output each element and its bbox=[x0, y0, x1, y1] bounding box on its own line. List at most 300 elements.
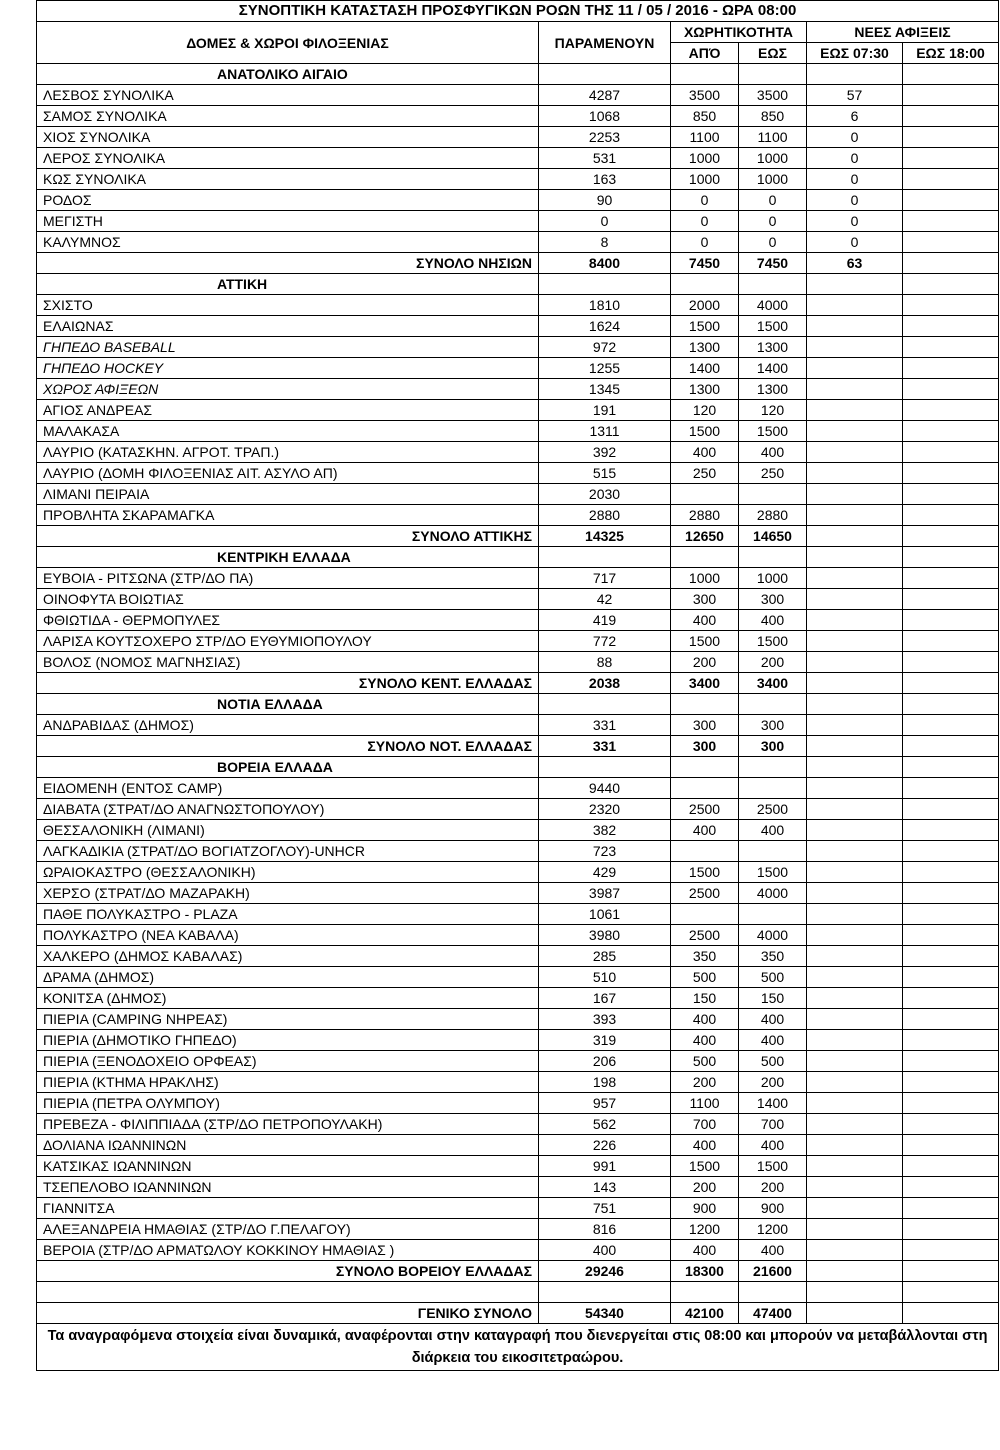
cell-arrivals-0730 bbox=[807, 358, 903, 379]
cell-arrivals-1800 bbox=[903, 988, 999, 1009]
facility-name: ΠΡΟΒΛΗΤΑ ΣΚΑΡΑΜΑΓΚΑ bbox=[37, 505, 539, 526]
subtotal-capacity-from: 3400 bbox=[671, 673, 739, 694]
cell-arrivals-0730 bbox=[807, 1093, 903, 1114]
cell-arrivals-1800 bbox=[903, 841, 999, 862]
cell-remaining: 206 bbox=[539, 1051, 671, 1072]
facility-name: ΛΑΥΡΙΟ (ΔΟΜΗ ΦΙΛΟΞΕΝΙΑΣ ΑΙΤ. ΑΣΥΛΟ ΑΠ) bbox=[37, 463, 539, 484]
empty-cell bbox=[739, 694, 807, 715]
cell-capacity-to: 3500 bbox=[739, 85, 807, 106]
cell-remaining: 400 bbox=[539, 1240, 671, 1261]
cell-remaining: 393 bbox=[539, 1009, 671, 1030]
cell-capacity-from: 2500 bbox=[671, 799, 739, 820]
cell-capacity-from: 1300 bbox=[671, 337, 739, 358]
subtotal-capacity-from: 7450 bbox=[671, 253, 739, 274]
cell-arrivals-1800 bbox=[903, 904, 999, 925]
cell-arrivals-0730 bbox=[807, 379, 903, 400]
table-row bbox=[37, 1198, 999, 1219]
cell-arrivals-1800 bbox=[903, 232, 999, 253]
cell-capacity-from: 1300 bbox=[671, 379, 739, 400]
cell-arrivals-0730 bbox=[807, 652, 903, 673]
header-row-1 bbox=[37, 22, 999, 43]
table-row bbox=[37, 799, 999, 820]
cell-arrivals-1800 bbox=[903, 778, 999, 799]
cell-arrivals-1800 bbox=[903, 1009, 999, 1030]
table-row bbox=[37, 610, 999, 631]
cell-capacity-to: 250 bbox=[739, 463, 807, 484]
empty-cell bbox=[807, 274, 903, 295]
empty-cell bbox=[671, 694, 739, 715]
region-heading: ΝΟΤΙΑ ΕΛΛΑΔΑ bbox=[37, 694, 539, 715]
cell-remaining: 1345 bbox=[539, 379, 671, 400]
cell-capacity-to: 300 bbox=[739, 589, 807, 610]
cell-capacity-to: 1300 bbox=[739, 379, 807, 400]
region-heading: ΑΝΑΤΟΛΙΚΟ ΑΙΓΑΙΟ bbox=[37, 64, 539, 85]
region-row bbox=[37, 547, 999, 568]
empty-cell bbox=[903, 274, 999, 295]
cell-arrivals-0730: 0 bbox=[807, 148, 903, 169]
table-row bbox=[37, 1030, 999, 1051]
cell-capacity-from bbox=[671, 904, 739, 925]
facility-name: ΑΛΕΞΑΝΔΡΕΙΑ ΗΜΑΘΙΑΣ (ΣΤΡ/ΔΟ Γ.ΠΕΛΑΓΟΥ) bbox=[37, 1219, 539, 1240]
cell-capacity-to bbox=[739, 778, 807, 799]
cell-capacity-to bbox=[739, 841, 807, 862]
cell-capacity-to: 4000 bbox=[739, 925, 807, 946]
region-row bbox=[37, 64, 999, 85]
table-row bbox=[37, 295, 999, 316]
cell-arrivals-0730 bbox=[807, 1114, 903, 1135]
header-remaining: ΠΑΡΑΜΕΝΟΥΝ bbox=[539, 22, 671, 64]
table-row bbox=[37, 211, 999, 232]
cell-remaining: 2030 bbox=[539, 484, 671, 505]
subtotal-label: ΣΥΝΟΛΟ ΝΗΣΙΩΝ bbox=[37, 253, 539, 274]
cell-remaining: 285 bbox=[539, 946, 671, 967]
cell-capacity-to: 1500 bbox=[739, 862, 807, 883]
cell-capacity-to: 1400 bbox=[739, 358, 807, 379]
empty-cell bbox=[671, 547, 739, 568]
subtotal-row bbox=[37, 736, 999, 757]
cell-capacity-from: 1500 bbox=[671, 316, 739, 337]
cell-capacity-from: 500 bbox=[671, 967, 739, 988]
cell-capacity-to: 200 bbox=[739, 1072, 807, 1093]
cell-capacity-to: 400 bbox=[739, 442, 807, 463]
facility-name: ΩΡΑΙΟΚΑΣΤΡΟ (ΘΕΣΣΑΛΟΝΙΚΗ) bbox=[37, 862, 539, 883]
cell-remaining: 319 bbox=[539, 1030, 671, 1051]
empty-cell bbox=[539, 64, 671, 85]
cell-arrivals-0730 bbox=[807, 505, 903, 526]
facility-name: ΕΥΒΟΙΑ - ΡΙΤΣΩΝΑ (ΣΤΡ/ΔΟ ΠΑ) bbox=[37, 568, 539, 589]
cell-arrivals-1800 bbox=[903, 1219, 999, 1240]
cell-capacity-to: 150 bbox=[739, 988, 807, 1009]
cell-capacity-from: 900 bbox=[671, 1198, 739, 1219]
table-row bbox=[37, 1156, 999, 1177]
cell-capacity-to: 1000 bbox=[739, 568, 807, 589]
cell-arrivals-0730 bbox=[807, 1240, 903, 1261]
facility-name: ΚΑΤΣΙΚΑΣ ΙΩΑΝΝΙΝΩΝ bbox=[37, 1156, 539, 1177]
facility-name: ΕΙΔΟΜΕΝΗ (ΕΝΤΟΣ CAMP) bbox=[37, 778, 539, 799]
empty-cell bbox=[739, 757, 807, 778]
cell-capacity-from: 2500 bbox=[671, 925, 739, 946]
cell-capacity-to: 900 bbox=[739, 1198, 807, 1219]
empty-cell bbox=[539, 547, 671, 568]
cell-arrivals-1800 bbox=[903, 925, 999, 946]
empty-cell bbox=[807, 64, 903, 85]
empty-cell bbox=[903, 1282, 999, 1303]
cell-arrivals-1800 bbox=[903, 1051, 999, 1072]
table-row bbox=[37, 883, 999, 904]
cell-capacity-to: 200 bbox=[739, 1177, 807, 1198]
grand-total-arrivals-0730 bbox=[807, 1303, 903, 1324]
cell-capacity-from: 200 bbox=[671, 1177, 739, 1198]
facility-name: ΧΙΟΣ ΣΥΝΟΛΙΚΑ bbox=[37, 127, 539, 148]
cell-arrivals-1800 bbox=[903, 316, 999, 337]
grand-total-label: ΓΕΝΙΚΟ ΣΥΝΟΛΟ bbox=[37, 1303, 539, 1324]
cell-arrivals-1800 bbox=[903, 211, 999, 232]
cell-arrivals-1800 bbox=[903, 1198, 999, 1219]
empty-cell bbox=[671, 757, 739, 778]
cell-arrivals-1800 bbox=[903, 1093, 999, 1114]
cell-capacity-from: 1100 bbox=[671, 127, 739, 148]
cell-arrivals-0730 bbox=[807, 568, 903, 589]
cell-remaining: 167 bbox=[539, 988, 671, 1009]
cell-arrivals-1800 bbox=[903, 589, 999, 610]
cell-arrivals-0730 bbox=[807, 631, 903, 652]
cell-capacity-from: 700 bbox=[671, 1114, 739, 1135]
cell-arrivals-1800 bbox=[903, 820, 999, 841]
cell-capacity-to: 400 bbox=[739, 1135, 807, 1156]
facility-name: ΜΕΓΙΣΤΗ bbox=[37, 211, 539, 232]
facility-name: ΔΙΑΒΑΤΑ (ΣΤΡΑΤ/ΔΟ ΑΝΑΓΝΩΣΤΟΠΟΥΛΟΥ) bbox=[37, 799, 539, 820]
cell-remaining: 972 bbox=[539, 337, 671, 358]
grand-total-remaining: 54340 bbox=[539, 1303, 671, 1324]
table-row bbox=[37, 904, 999, 925]
cell-arrivals-0730 bbox=[807, 820, 903, 841]
table-row bbox=[37, 379, 999, 400]
cell-arrivals-0730 bbox=[807, 1177, 903, 1198]
table-row bbox=[37, 1240, 999, 1261]
cell-capacity-to: 120 bbox=[739, 400, 807, 421]
empty-cell bbox=[671, 274, 739, 295]
cell-capacity-from: 1500 bbox=[671, 1156, 739, 1177]
cell-arrivals-0730 bbox=[807, 988, 903, 1009]
region-row bbox=[37, 757, 999, 778]
subtotal-arrivals-0730 bbox=[807, 1261, 903, 1282]
facility-name: ΡΟΔΟΣ bbox=[37, 190, 539, 211]
cell-capacity-to: 350 bbox=[739, 946, 807, 967]
empty-cell bbox=[539, 274, 671, 295]
cell-arrivals-1800 bbox=[903, 967, 999, 988]
facility-name: ΛΕΡΟΣ ΣΥΝΟΛΙΚΑ bbox=[37, 148, 539, 169]
facility-name: ΠΙΕΡΙΑ (ΠΕΤΡΑ ΟΛΥΜΠΟΥ) bbox=[37, 1093, 539, 1114]
cell-capacity-to: 400 bbox=[739, 1030, 807, 1051]
cell-remaining: 382 bbox=[539, 820, 671, 841]
facility-name: ΕΛΑΙΩΝΑΣ bbox=[37, 316, 539, 337]
facility-name: ΔΟΛΙΑΝΑ ΙΩΑΝΝΙΝΩΝ bbox=[37, 1135, 539, 1156]
subtotal-remaining: 14325 bbox=[539, 526, 671, 547]
cell-remaining: 331 bbox=[539, 715, 671, 736]
facility-name: ΛΑΡΙΣΑ ΚΟΥΤΣΟΧΕΡΟ ΣΤΡ/ΔΟ ΕΥΘΥΜΙΟΠΟΥΛΟΥ bbox=[37, 631, 539, 652]
cell-arrivals-0730 bbox=[807, 715, 903, 736]
header-new-arrivals: ΝΕΕΣ ΑΦΙΞΕΙΣ bbox=[807, 22, 999, 43]
subtotal-row bbox=[37, 1261, 999, 1282]
facility-name: ΠΙΕΡΙΑ (ΚΤΗΜΑ ΗΡΑΚΛΗΣ) bbox=[37, 1072, 539, 1093]
blank-row bbox=[37, 1282, 999, 1303]
empty-cell bbox=[671, 64, 739, 85]
facility-name: ΓΗΠΕΔΟ HOCKEY bbox=[37, 358, 539, 379]
cell-capacity-to: 700 bbox=[739, 1114, 807, 1135]
cell-remaining: 419 bbox=[539, 610, 671, 631]
table-row bbox=[37, 484, 999, 505]
cell-remaining: 531 bbox=[539, 148, 671, 169]
table-row bbox=[37, 589, 999, 610]
region-row bbox=[37, 694, 999, 715]
cell-arrivals-0730 bbox=[807, 1198, 903, 1219]
cell-capacity-from: 400 bbox=[671, 820, 739, 841]
cell-arrivals-0730: 0 bbox=[807, 232, 903, 253]
table-row bbox=[37, 316, 999, 337]
cell-capacity-to bbox=[739, 904, 807, 925]
cell-remaining: 2320 bbox=[539, 799, 671, 820]
subtotal-label: ΣΥΝΟΛΟ ΚΕΝΤ. ΕΛΛΑΔΑΣ bbox=[37, 673, 539, 694]
table-row bbox=[37, 1051, 999, 1072]
cell-capacity-to: 1500 bbox=[739, 316, 807, 337]
subtotal-capacity-from: 18300 bbox=[671, 1261, 739, 1282]
cell-capacity-from: 1500 bbox=[671, 421, 739, 442]
facility-name: ΓΙΑΝΝΙΤΣΑ bbox=[37, 1198, 539, 1219]
table-row bbox=[37, 988, 999, 1009]
cell-arrivals-0730 bbox=[807, 1072, 903, 1093]
empty-cell bbox=[739, 1282, 807, 1303]
cell-arrivals-1800 bbox=[903, 1135, 999, 1156]
cell-arrivals-1800 bbox=[903, 610, 999, 631]
subtotal-capacity-to: 300 bbox=[739, 736, 807, 757]
cell-arrivals-1800 bbox=[903, 946, 999, 967]
cell-capacity-to: 0 bbox=[739, 211, 807, 232]
table-row bbox=[37, 232, 999, 253]
cell-remaining: 1810 bbox=[539, 295, 671, 316]
facility-name: ΓΗΠΕΔΟ BASEBALL bbox=[37, 337, 539, 358]
empty-cell bbox=[539, 1282, 671, 1303]
cell-capacity-to: 1500 bbox=[739, 421, 807, 442]
table-row bbox=[37, 925, 999, 946]
cell-arrivals-0730: 0 bbox=[807, 127, 903, 148]
empty-cell bbox=[671, 1282, 739, 1303]
cell-arrivals-1800 bbox=[903, 862, 999, 883]
cell-arrivals-0730 bbox=[807, 421, 903, 442]
grand-total-row bbox=[37, 1303, 999, 1324]
cell-capacity-to: 1000 bbox=[739, 148, 807, 169]
subtotal-arrivals-0730 bbox=[807, 736, 903, 757]
empty-cell bbox=[903, 694, 999, 715]
header-capacity-from: ΑΠΌ bbox=[671, 43, 739, 64]
subtotal-capacity-to: 21600 bbox=[739, 1261, 807, 1282]
subtotal-remaining: 29246 bbox=[539, 1261, 671, 1282]
cell-arrivals-1800 bbox=[903, 169, 999, 190]
cell-arrivals-0730 bbox=[807, 610, 903, 631]
facility-name: ΣΑΜΟΣ ΣΥΝΟΛΙΚΑ bbox=[37, 106, 539, 127]
subtotal-arrivals-1800 bbox=[903, 253, 999, 274]
cell-capacity-to: 4000 bbox=[739, 883, 807, 904]
cell-capacity-to: 1200 bbox=[739, 1219, 807, 1240]
cell-capacity-from: 3500 bbox=[671, 85, 739, 106]
cell-arrivals-1800 bbox=[903, 148, 999, 169]
cell-remaining: 163 bbox=[539, 169, 671, 190]
cell-arrivals-1800 bbox=[903, 358, 999, 379]
facility-name: ΒΟΛΟΣ (ΝΟΜΟΣ ΜΑΓΝΗΣΙΑΣ) bbox=[37, 652, 539, 673]
cell-capacity-from: 150 bbox=[671, 988, 739, 1009]
empty-cell bbox=[807, 694, 903, 715]
subtotal-arrivals-0730 bbox=[807, 526, 903, 547]
subtotal-row bbox=[37, 253, 999, 274]
cell-capacity-from: 400 bbox=[671, 1030, 739, 1051]
cell-remaining: 0 bbox=[539, 211, 671, 232]
cell-remaining: 392 bbox=[539, 442, 671, 463]
table-row bbox=[37, 841, 999, 862]
subtotal-remaining: 8400 bbox=[539, 253, 671, 274]
cell-arrivals-0730: 0 bbox=[807, 190, 903, 211]
facility-name: ΟΙΝΟΦΥΤΑ ΒΟΙΩΤΙΑΣ bbox=[37, 589, 539, 610]
region-heading: ΒΟΡΕΙΑ ΕΛΛΑΔΑ bbox=[37, 757, 539, 778]
table-row bbox=[37, 1219, 999, 1240]
cell-capacity-from: 400 bbox=[671, 1009, 739, 1030]
cell-capacity-from: 400 bbox=[671, 1135, 739, 1156]
cell-remaining: 1311 bbox=[539, 421, 671, 442]
cell-capacity-to: 0 bbox=[739, 232, 807, 253]
cell-remaining: 8 bbox=[539, 232, 671, 253]
cell-capacity-to: 200 bbox=[739, 652, 807, 673]
cell-arrivals-1800 bbox=[903, 484, 999, 505]
cell-remaining: 90 bbox=[539, 190, 671, 211]
table-row bbox=[37, 715, 999, 736]
cell-arrivals-1800 bbox=[903, 295, 999, 316]
cell-remaining: 1061 bbox=[539, 904, 671, 925]
empty-cell bbox=[539, 757, 671, 778]
grand-total-arrivals-1800 bbox=[903, 1303, 999, 1324]
table-row bbox=[37, 358, 999, 379]
subtotal-capacity-to: 3400 bbox=[739, 673, 807, 694]
cell-capacity-to: 1500 bbox=[739, 631, 807, 652]
facility-name: ΠΙΕΡΙΑ (ΞΕΝΟΔΟΧΕΙΟ ΟΡΦΕΑΣ) bbox=[37, 1051, 539, 1072]
cell-arrivals-0730 bbox=[807, 1156, 903, 1177]
grand-total-capacity-from: 42100 bbox=[671, 1303, 739, 1324]
empty-cell bbox=[807, 547, 903, 568]
cell-capacity-from: 200 bbox=[671, 1072, 739, 1093]
cell-arrivals-1800 bbox=[903, 400, 999, 421]
cell-capacity-to: 2500 bbox=[739, 799, 807, 820]
grand-total-capacity-to: 47400 bbox=[739, 1303, 807, 1324]
table-row bbox=[37, 463, 999, 484]
facility-name: ΧΑΛΚΕΡΟ (ΔΗΜΟΣ ΚΑΒΑΛΑΣ) bbox=[37, 946, 539, 967]
cell-capacity-from: 2880 bbox=[671, 505, 739, 526]
cell-remaining: 1255 bbox=[539, 358, 671, 379]
empty-cell bbox=[739, 274, 807, 295]
cell-capacity-to bbox=[739, 484, 807, 505]
table-row bbox=[37, 568, 999, 589]
facility-name: ΣΧΙΣΤΟ bbox=[37, 295, 539, 316]
empty-cell bbox=[903, 64, 999, 85]
cell-capacity-to: 400 bbox=[739, 1240, 807, 1261]
table-row bbox=[37, 946, 999, 967]
cell-arrivals-1800 bbox=[903, 1072, 999, 1093]
table-row bbox=[37, 820, 999, 841]
facility-name: ΠΟΛΥΚΑΣΤΡΟ (ΝΕΑ ΚΑΒΑΛΑ) bbox=[37, 925, 539, 946]
cell-capacity-from: 250 bbox=[671, 463, 739, 484]
header-capacity-to: ΕΩΣ bbox=[739, 43, 807, 64]
cell-arrivals-1800 bbox=[903, 1240, 999, 1261]
facility-name: ΠΑΘΕ ΠΟΛΥΚΑΣΤΡΟ - PLAZA bbox=[37, 904, 539, 925]
empty-cell bbox=[539, 694, 671, 715]
cell-capacity-from: 400 bbox=[671, 442, 739, 463]
cell-remaining: 42 bbox=[539, 589, 671, 610]
facility-name: ΘΕΣΣΑΛΟΝΙΚΗ (ΛΙΜΑΝΙ) bbox=[37, 820, 539, 841]
table-row bbox=[37, 778, 999, 799]
cell-arrivals-1800 bbox=[903, 505, 999, 526]
cell-remaining: 3987 bbox=[539, 883, 671, 904]
table-row bbox=[37, 1072, 999, 1093]
table-row bbox=[37, 127, 999, 148]
empty-cell bbox=[739, 547, 807, 568]
cell-capacity-to: 0 bbox=[739, 190, 807, 211]
cell-capacity-from: 0 bbox=[671, 211, 739, 232]
cell-arrivals-1800 bbox=[903, 1114, 999, 1135]
subtotal-remaining: 331 bbox=[539, 736, 671, 757]
table-row bbox=[37, 169, 999, 190]
subtotal-capacity-from: 12650 bbox=[671, 526, 739, 547]
table-row bbox=[37, 85, 999, 106]
table-row bbox=[37, 1009, 999, 1030]
region-heading: ΚΕΝΤΡΙΚΗ ΕΛΛΑΔΑ bbox=[37, 547, 539, 568]
subtotal-arrivals-0730 bbox=[807, 673, 903, 694]
empty-cell bbox=[903, 547, 999, 568]
cell-arrivals-0730 bbox=[807, 1135, 903, 1156]
table-row bbox=[37, 190, 999, 211]
subtotal-arrivals-0730: 63 bbox=[807, 253, 903, 274]
cell-arrivals-0730 bbox=[807, 295, 903, 316]
table-row bbox=[37, 631, 999, 652]
subtotal-arrivals-1800 bbox=[903, 1261, 999, 1282]
cell-remaining: 191 bbox=[539, 400, 671, 421]
cell-remaining: 429 bbox=[539, 862, 671, 883]
facility-name: ΛΑΓΚΑΔΙΚΙΑ (ΣΤΡΑΤ/ΔΟ ΒΟΓΙΑΤΖΟΓΛΟΥ)-UNHCR bbox=[37, 841, 539, 862]
cell-capacity-from: 400 bbox=[671, 610, 739, 631]
header-arrivals-0730: ΕΩΣ 07:30 bbox=[807, 43, 903, 64]
facility-name: ΠΡΕΒΕΖΑ - ΦΙΛΙΠΠΙΑΔΑ (ΣΤΡ/ΔΟ ΠΕΤΡΟΠΟΥΛΑΚΗ) bbox=[37, 1114, 539, 1135]
cell-remaining: 2880 bbox=[539, 505, 671, 526]
region-heading: ΑΤΤΙΚΗ bbox=[37, 274, 539, 295]
cell-arrivals-0730 bbox=[807, 442, 903, 463]
cell-arrivals-1800 bbox=[903, 442, 999, 463]
cell-remaining: 510 bbox=[539, 967, 671, 988]
header-capacity: ΧΩΡΗΤΙΚΟΤΗΤΑ bbox=[671, 22, 807, 43]
cell-remaining: 515 bbox=[539, 463, 671, 484]
cell-remaining: 723 bbox=[539, 841, 671, 862]
cell-arrivals-0730 bbox=[807, 463, 903, 484]
cell-capacity-from: 2000 bbox=[671, 295, 739, 316]
cell-arrivals-1800 bbox=[903, 85, 999, 106]
facility-name: ΚΟΝΙΤΣΑ (ΔΗΜΟΣ) bbox=[37, 988, 539, 1009]
cell-arrivals-1800 bbox=[903, 127, 999, 148]
cell-arrivals-0730 bbox=[807, 589, 903, 610]
cell-capacity-from: 1500 bbox=[671, 631, 739, 652]
cell-capacity-to: 400 bbox=[739, 1009, 807, 1030]
cell-capacity-from: 2500 bbox=[671, 883, 739, 904]
table-row bbox=[37, 862, 999, 883]
cell-arrivals-0730 bbox=[807, 316, 903, 337]
cell-remaining: 2253 bbox=[539, 127, 671, 148]
cell-arrivals-0730 bbox=[807, 337, 903, 358]
cell-arrivals-0730 bbox=[807, 799, 903, 820]
cell-arrivals-1800 bbox=[903, 379, 999, 400]
cell-arrivals-0730 bbox=[807, 778, 903, 799]
